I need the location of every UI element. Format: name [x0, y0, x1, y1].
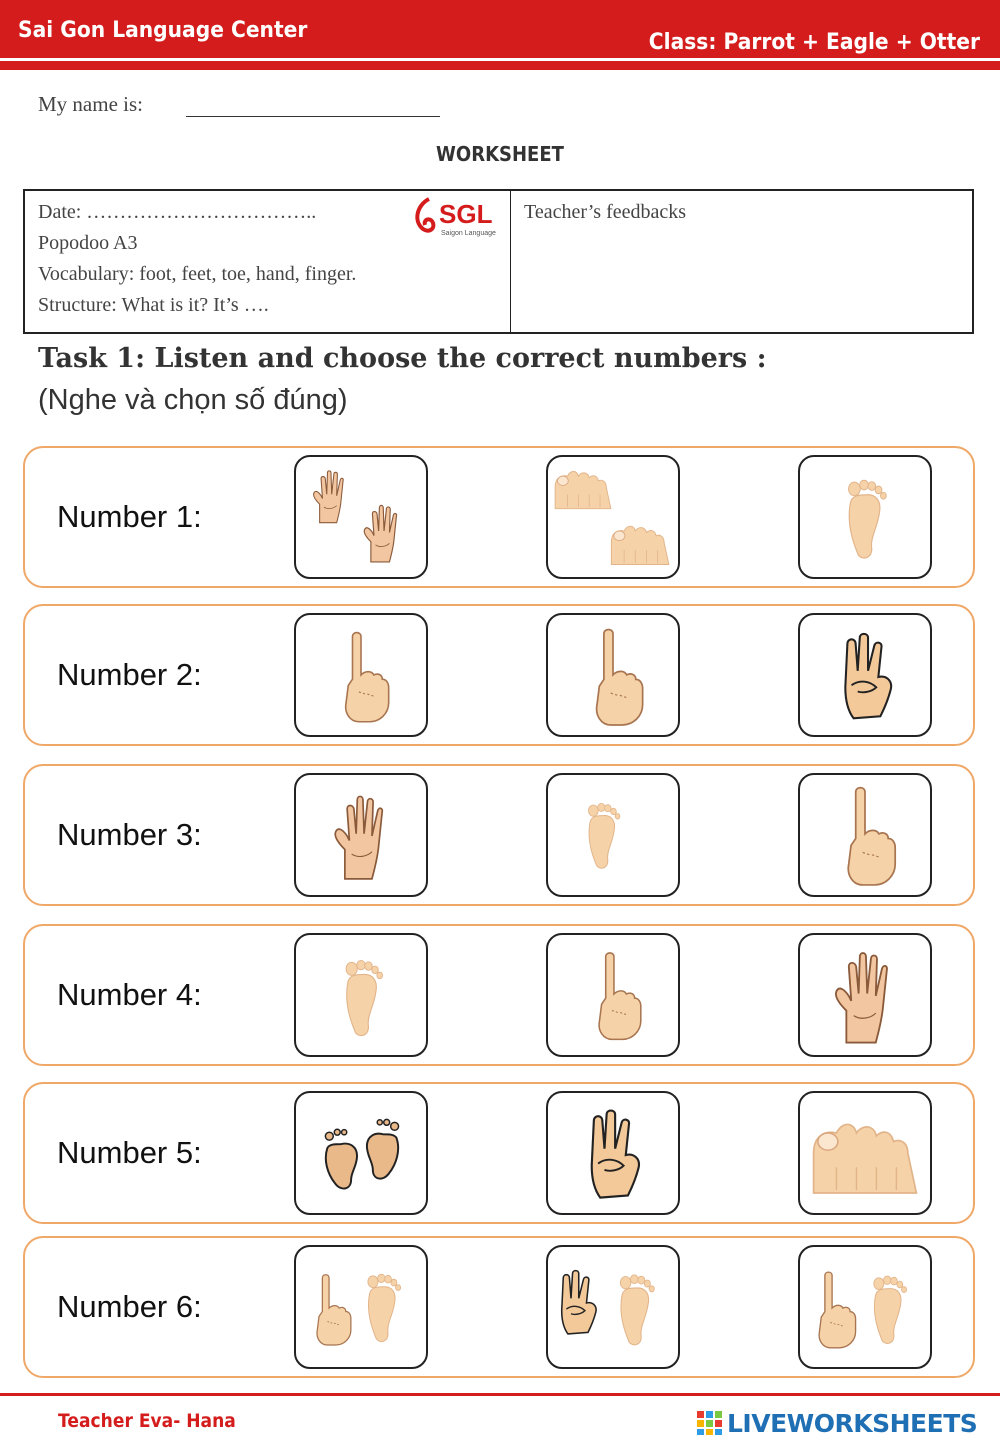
question-label: Number 3: [57, 817, 202, 852]
teacher-feedback-label: Teacher’s feedbacks [524, 201, 687, 223]
option-finger-and-foot-icon[interactable] [294, 1245, 428, 1369]
option-toes-icon[interactable] [798, 1091, 932, 1215]
name-field-line[interactable] [186, 116, 440, 117]
date-line: Date: …………………………….. [38, 201, 317, 223]
option-fingers-and-foot-icon[interactable] [546, 1245, 680, 1369]
header-divider [0, 58, 1000, 61]
teacher-name: Teacher Eva- Hana [58, 1410, 236, 1432]
option-foot-icon[interactable] [294, 933, 428, 1057]
question-label: Number 1: [57, 499, 202, 534]
worksheet-title: WORKSHEET [436, 142, 564, 166]
center-name: Sai Gon Language Center [18, 18, 308, 43]
option-finger-and-foot-icon[interactable] [798, 1245, 932, 1369]
question-label: Number 6: [57, 1289, 202, 1324]
option-finger-icon[interactable] [798, 773, 932, 897]
option-finger-icon[interactable] [294, 613, 428, 737]
liveworksheets-brand: LIVEWORKSHEETS [727, 1408, 978, 1438]
header-bar [0, 0, 1000, 70]
question-row-6 [23, 1236, 975, 1378]
sgl-logo [413, 195, 509, 239]
info-divider [510, 191, 511, 332]
class-info: Class: Parrot + Eagle + Otter [648, 30, 980, 55]
task-title: Task 1: Listen and choose the correct numbers : [38, 343, 767, 374]
option-fingers-icon[interactable] [798, 613, 932, 737]
option-feet-icon[interactable] [294, 1091, 428, 1215]
option-foot-icon[interactable] [546, 773, 680, 897]
name-prompt: My name is: [38, 92, 143, 116]
option-finger-icon[interactable] [546, 933, 680, 1057]
info-box [23, 189, 974, 334]
option-hand-icon[interactable] [798, 933, 932, 1057]
option-finger-icon[interactable] [546, 613, 680, 737]
footer-divider [0, 1393, 1000, 1396]
question-label: Number 2: [57, 657, 202, 692]
task-subtitle: (Nghe và chọn số đúng) [38, 384, 348, 416]
question-row-3 [23, 764, 975, 906]
structure-line: Structure: What is it? It’s …. [38, 294, 269, 316]
liveworksheets-logo [697, 1408, 977, 1438]
question-label: Number 5: [57, 1135, 202, 1170]
sgl-logo-subtext: Saigon Language [441, 230, 496, 237]
question-row-2 [23, 604, 975, 746]
question-row-1 [23, 446, 975, 588]
book-line: Popodoo A3 [38, 232, 138, 254]
question-label: Number 4: [57, 977, 202, 1012]
question-row-4 [23, 924, 975, 1066]
question-row-5 [23, 1082, 975, 1224]
sgl-logo-text: SGL [439, 199, 493, 229]
option-hands-icon[interactable] [294, 455, 428, 579]
option-fingers-icon[interactable] [546, 1091, 680, 1215]
option-foot-icon[interactable] [798, 455, 932, 579]
vocabulary-line: Vocabulary: foot, feet, toe, hand, finger. [38, 263, 357, 285]
liveworksheets-blocks-icon [697, 1411, 723, 1435]
option-hand-icon[interactable] [294, 773, 428, 897]
option-toes-icon[interactable] [546, 455, 680, 579]
